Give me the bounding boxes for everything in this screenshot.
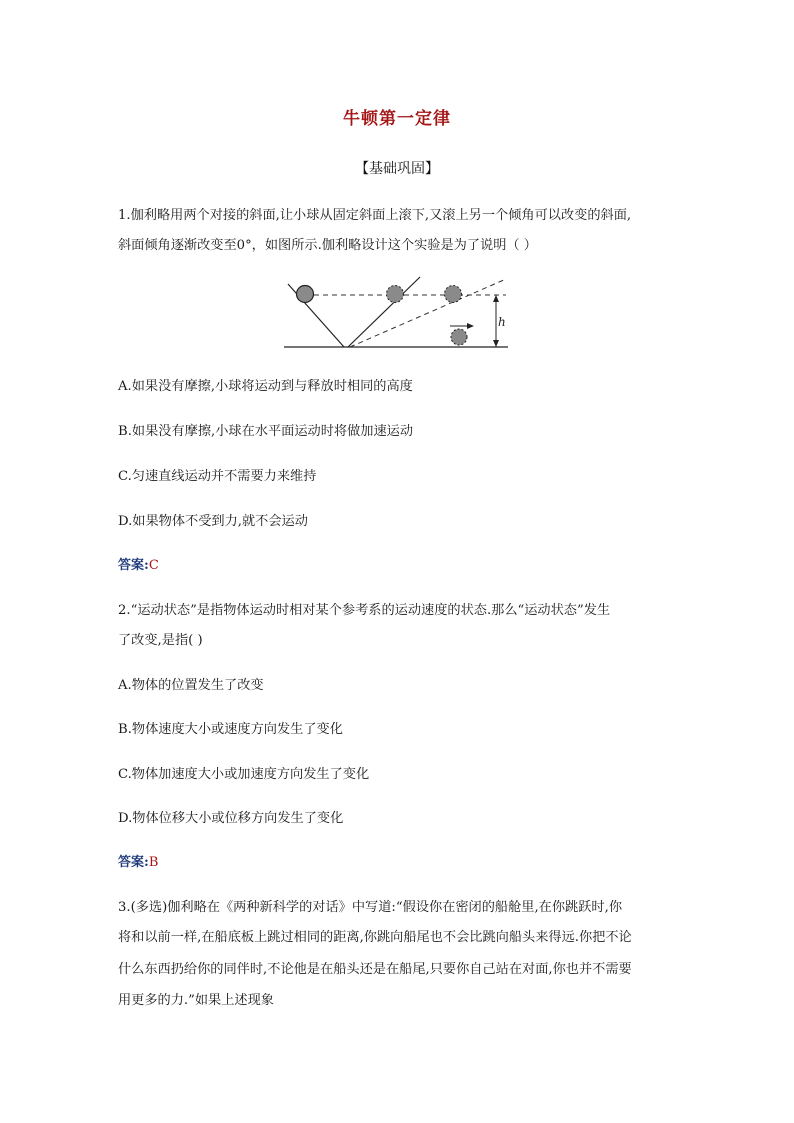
answer-value: C (148, 558, 159, 573)
height-label: h (498, 315, 506, 329)
ball-shallow (445, 286, 462, 303)
q3-stem-line-4: 用更多的力.”如果上述现象 (118, 993, 274, 1008)
right-incline-steep (348, 277, 420, 347)
ball-start (297, 286, 314, 303)
section-heading: 【基础巩固】 (355, 161, 439, 177)
right-incline-shallow (350, 279, 506, 347)
q3-stem-line-3: 什么东西扔给你的同伴时,不论他是在船头还是在船尾,只要你自己站在对面,你也并不需要 (118, 962, 632, 977)
height-arrow-bottom (493, 340, 499, 347)
answer-label: 答案: (118, 855, 149, 870)
answer-value: B (148, 855, 159, 870)
page-title: 牛顿第一定律 (343, 109, 451, 129)
inclined-plane-figure (284, 274, 514, 356)
q1-stem-line-2: 斜面倾角逐渐改变至0°，如图所示.伽利略设计这个实验是为了说明（ ） (118, 238, 537, 253)
q1-option-c: C.匀速直线运动并不需要力来维持 (118, 469, 317, 484)
height-arrow-top (493, 295, 499, 302)
q2-stem-line-1: 2.“运动状态”是指物体运动时相对某个参考系的运动速度的状态.那么“运动状态”发生 (118, 603, 611, 618)
answer-label: 答案: (118, 558, 149, 573)
q1-option-d: D.如果物体不受到力,就不会运动 (118, 514, 308, 529)
q1-option-b: B.如果没有摩擦,小球在水平面运动时将做加速运动 (118, 424, 414, 439)
ball-horizontal (451, 329, 467, 345)
motion-arrow-head (467, 323, 474, 329)
q2-stem-line-2: 了改变,是指( ) (118, 633, 203, 648)
q2-option-b: B.物体速度大小或速度方向发生了变化 (118, 722, 343, 737)
q3-stem-line-2: 将和以前一样,在船底板上跳过相同的距离,你跳向船尾也不会比跳向船头来得远.你把不论 (118, 930, 632, 945)
q2-option-c: C.物体加速度大小或加速度方向发生了变化 (118, 767, 370, 782)
ball-steep (387, 286, 404, 303)
q2-answer (118, 851, 158, 870)
q2-option-a: A.物体的位置发生了改变 (118, 678, 264, 693)
q2-option-d: D.物体位移大小或位移方向发生了变化 (118, 811, 344, 826)
q1-option-a: A.如果没有摩擦,小球将运动到与释放时相同的高度 (118, 379, 413, 394)
q1-answer (118, 554, 159, 573)
q3-stem-line-1: 3.(多选)伽利略在《两种新科学的对话》中写道:“假设你在密闭的船舱里,在你跳跃时,你 (118, 900, 623, 915)
q1-stem-line-1: 1.伽利略用两个对接的斜面,让小球从固定斜面上滚下,又滚上另一个倾角可以改变的斜面, (118, 208, 632, 223)
